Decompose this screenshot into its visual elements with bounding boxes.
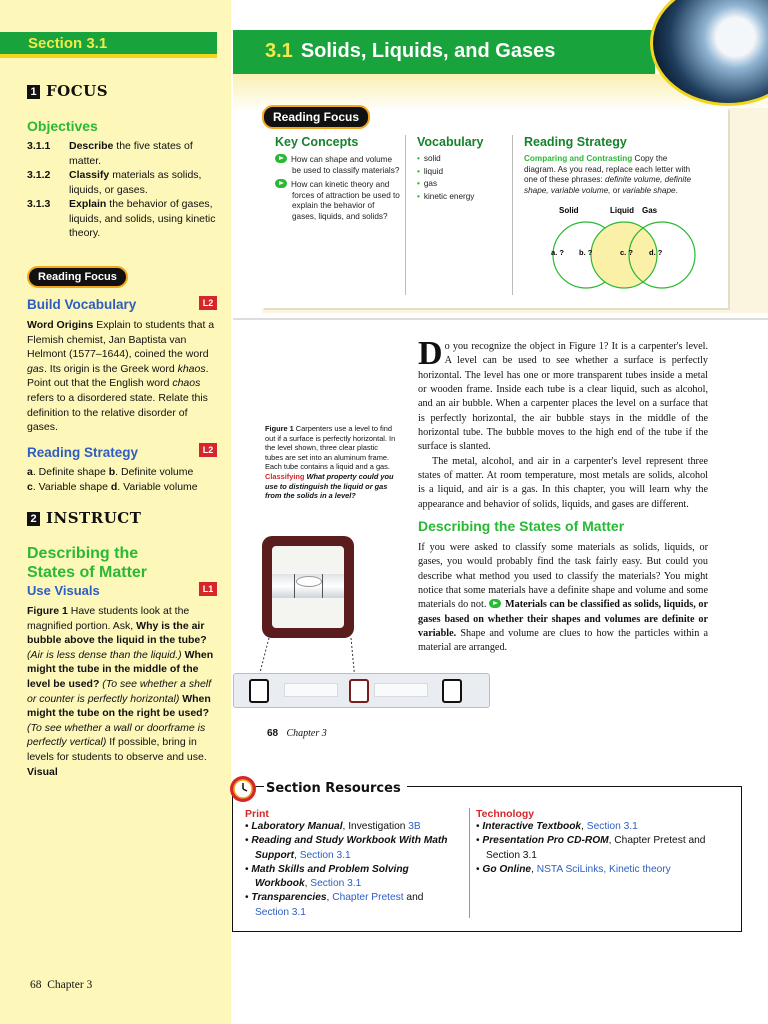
resource-item: • Math Skills and Problem Solving Workbook, Section 3.1 (245, 863, 409, 890)
use-visuals-heading: Use Visuals (27, 583, 100, 598)
key-concept-item: How can shape and volume be used to classify materials? (275, 154, 400, 176)
resource-link[interactable]: Chapter Pretest (332, 892, 404, 904)
teacher-margin-column (0, 0, 231, 1024)
resource-item: • Laboratory Manual, Investigation 3B (245, 821, 421, 832)
page-number: 68 Chapter 3 (267, 728, 327, 739)
objective-item: 3.1.3 Explain the behavior of gases, liquids, and solids, using kinetic theory. (27, 198, 216, 240)
section-label: Section 3.1 (28, 35, 108, 52)
reading-strategy-text: Comparing and Contrasting Copy the diagram. As you read, replace each letter with one of these phrases: definite volume, definite shape, variable volume, or variable shape. (524, 154, 692, 195)
level-badge: L1 (199, 582, 217, 596)
key-concept-icon (489, 599, 501, 608)
reading-strategy (524, 135, 694, 196)
resource-item: • Go Online, NSTA SciLinks, Kinetic theory (476, 863, 671, 875)
vocab-term: • kinetic energy (417, 191, 475, 201)
section-resources-heading: Section Resources (264, 781, 407, 796)
resource-link[interactable]: Section 3.1 (310, 878, 362, 890)
describing-states-heading: Describing the States of Matter (418, 518, 625, 534)
resource-link[interactable]: NSTA SciLinks, Kinetic theory (536, 863, 671, 875)
level-badge: L2 (199, 443, 217, 457)
vocabulary-heading: Vocabulary (417, 135, 484, 149)
resource-link[interactable]: Section 3.1 (299, 849, 351, 861)
technology-resources (476, 808, 726, 877)
print-resources (245, 808, 460, 920)
build-vocabulary-text: Word Origins Explain to students that a Flemish chemist, Jan Baptista van Helmont (1577–1644), coined the word gas. Its origin is the Greek word khaos. Point out that the English word chaos refers to a disordered state. Relate this definition to the relative disorder of gases. (27, 319, 215, 434)
objectives-list (27, 139, 217, 241)
reading-focus-pill: Reading Focus (27, 266, 217, 288)
figure-caption: Figure 1 Carpenters use a level to find out if a surface is perfectly horizontal. In the level shown, three clear plastic tubes are set into an aluminum frame. Each tube contains a liquid and a gas. Classifying What property could you use to distinguish the liquid or gas from the solids in a level? (265, 424, 396, 501)
venn-label: Liquid (610, 206, 634, 215)
intro-paragraphs: Do you recognize the object in Figure 1? It is a carpenter's level. A level can be used to see whether a surface is perfectly horizontal. The level has one or more transparent tubes inside a metal or wooden frame. Inside each tube is a clear liquid, such as alcohol, and an air bubble. When a carpenter places the level on a surface that is perfectly horizontal, the air bubble stays in the middle of the horizontal tube. The bubble moves to the high end of the tube if the surface is slanted. The metal, alcohol, and air in a carpenter's level represent three states of matter. At room temperature, most metals are solids, alcohol is a liquid, and air is a gas. In this chapter, you will learn why the appearance and behavior of solids, liquids, and gases are different. (418, 335, 708, 510)
venn-diagram (524, 200, 704, 300)
vocab-term: • gas (417, 179, 438, 189)
vocab-term: • solid (417, 154, 441, 163)
drop-cap: D (418, 335, 443, 372)
resource-item: • Interactive Textbook, Section 3.1 (476, 821, 638, 832)
key-concepts (275, 135, 400, 223)
instruct-heading: 2 INSTRUCT (27, 509, 217, 528)
use-visuals-text: Figure 1 Have students look at the magnified portion. Ask, Why is the air bubble above the liquid in the tube? (Air is less dense than the liquid.) When might the tube in the middle of the level be used? (To see whether a shelf or counter is perfectly horizontal) When might the tube on the right be used? (To see whether a wall or doorframe is perfectly vertical) If possible, bring in levels for students to observe and use. Visual (27, 605, 214, 778)
carpenters-level (233, 673, 490, 708)
resource-item: • Reading and Study Workbook With Math Support, Section 3.1 (245, 835, 448, 861)
key-concept-icon (275, 179, 287, 188)
reading-strategy-heading: Reading Strategy (27, 445, 139, 460)
vocab-term: • liquid (417, 166, 443, 176)
rule (233, 318, 768, 320)
venn-slot: c. ? (620, 248, 633, 257)
venn-slot: b. ? (579, 248, 593, 257)
clock-icon (228, 774, 258, 804)
venn-label: Gas (642, 206, 658, 215)
describing-states-paragraph: If you were asked to classify some materials as solids, liquids, or gases, you would probably find the task fairly easy. But could you describe what method you used to classify the materials? You might notice that some materials have a definite shape and volume and some materials do not. Materials can be classified as solids, liquids, or gases based on whether their shapes and volumes are definite or variable. Shape and volume are clues to how the particles within a material are arranged. (418, 542, 708, 654)
level-tube (272, 546, 344, 628)
objective-item: 3.1.1 Describe the five states of matter. (27, 140, 193, 167)
focus-step-number: 1 (27, 85, 40, 99)
venn-label: Solid (559, 206, 579, 215)
resource-item: • Presentation Pro CD-ROM, Chapter Pretest and Section 3.1 (476, 835, 706, 861)
objective-item: 3.1.2 Classify materials as solids, liquids, or gases. (27, 169, 202, 196)
key-concept-icon (275, 154, 287, 163)
divider (405, 135, 406, 295)
resource-link[interactable]: Section 3.1 (586, 821, 638, 832)
divider (512, 135, 513, 295)
reading-focus-pill: Reading Focus (262, 105, 370, 129)
focus-heading (27, 82, 217, 101)
resource-link[interactable]: 3B (408, 821, 421, 832)
resource-link[interactable]: Section 3.1 (255, 906, 306, 918)
key-concepts-heading: Key Concepts (275, 135, 359, 149)
focus-title: FOCUS (46, 82, 109, 100)
vocabulary (417, 135, 512, 202)
technology-heading: Technology (476, 808, 535, 820)
resource-item: • Transparencies, Chapter Pretest and Section 3.1 (245, 892, 424, 918)
venn-slot: a. ? (551, 248, 564, 257)
key-concept-item: How can kinetic theory and forces of attraction be used to explain the behavior of gases, liquids, and solids? (275, 179, 400, 222)
build-vocabulary-heading: Build Vocabulary (27, 297, 137, 312)
level-badge: L2 (199, 296, 217, 310)
reading-strategy-answers: a. Definite shape b. Definite volume c. Variable shape d. Variable volume (27, 466, 198, 493)
print-heading: Print (245, 808, 269, 820)
section-title: 3.1 Solids, Liquids, and Gases (265, 40, 556, 62)
describing-states-heading: Describing the States of Matter (27, 545, 148, 581)
divider (469, 808, 470, 918)
objectives-heading: Objectives (27, 118, 98, 134)
venn-slot: d. ? (649, 248, 663, 257)
page-footer: 68 Chapter 3 (30, 979, 93, 991)
reading-strategy-heading: Reading Strategy (524, 135, 627, 149)
section-label-bar (0, 32, 217, 58)
